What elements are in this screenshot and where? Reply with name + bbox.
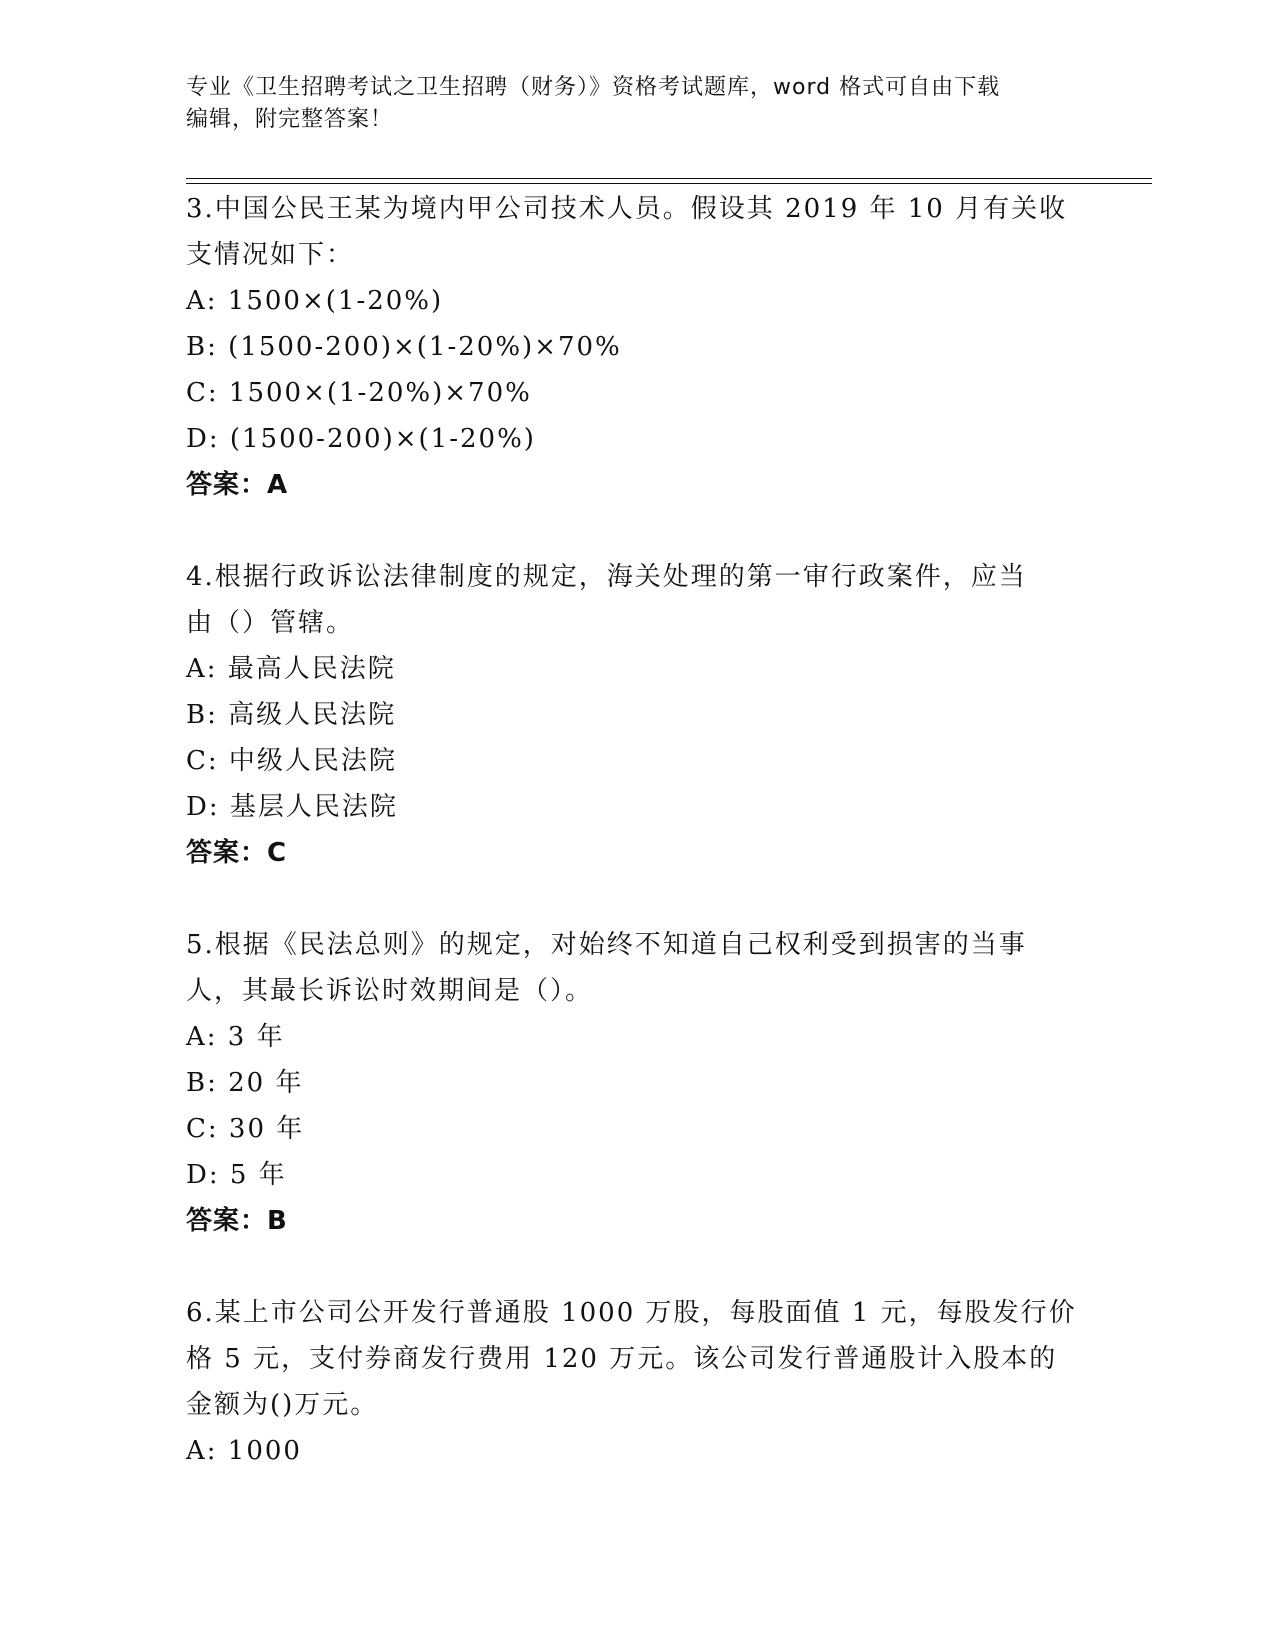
option-a: A: 3 年: [186, 1022, 285, 1052]
option-c: C: 中级人民法院: [186, 746, 397, 776]
option-a: A: 最高人民法院: [186, 654, 396, 684]
question-5: [186, 922, 1086, 1244]
option-d: D: (1500-200)×(1-20%): [186, 424, 536, 454]
question-stem-line: 由（）管辖。: [186, 608, 355, 638]
question-stem-line: 格 5 元，支付券商发行费用 120 万元。该公司发行普通股计入股本的: [186, 1344, 1058, 1374]
question-4: [186, 554, 1086, 876]
document-header: [186, 72, 1086, 136]
header-line-1: 专业《卫生招聘考试之卫生招聘（财务）》资格考试题库，word 格式可自由下载: [186, 75, 1001, 100]
answer: 答案：A: [186, 470, 289, 500]
question-stem-line: 人，其最长诉讼时效期间是（）。: [186, 976, 594, 1006]
header-divider-top: [186, 178, 1152, 179]
question-stem-line: 3.中国公民王某为境内甲公司技术人员。假设其 2019 年 10 月有关收: [186, 194, 1068, 224]
option-d: D: 基层人民法院: [186, 792, 398, 822]
question-3: [186, 186, 1086, 508]
option-d: D: 5 年: [186, 1160, 287, 1190]
question-6: [186, 1290, 1086, 1474]
answer: 答案：B: [186, 1206, 288, 1236]
question-stem-line: 5.根据《民法总则》的规定，对始终不知道自己权利受到损害的当事: [186, 930, 1027, 960]
header-divider-bottom: [186, 183, 1152, 184]
option-b: B: (1500-200)×(1-20%)×70%: [186, 332, 622, 362]
option-b: B: 高级人民法院: [186, 700, 397, 730]
option-c: C: 1500×(1-20%)×70%: [186, 378, 532, 408]
question-stem-line: 支情况如下：: [186, 240, 355, 270]
option-a: A: 1000: [186, 1436, 302, 1466]
question-stem-line: 金额为()万元。: [186, 1390, 379, 1420]
question-stem-line: 6.某上市公司公开发行普通股 1000 万股，每股面值 1 元，每股发行价: [186, 1298, 1077, 1328]
answer: 答案：C: [186, 838, 288, 868]
question-stem-line: 4.根据行政诉讼法律制度的规定，海关处理的第一审行政案件，应当: [186, 562, 1027, 592]
option-b: B: 20 年: [186, 1068, 304, 1098]
option-c: C: 30 年: [186, 1114, 305, 1144]
option-a: A: 1500×(1-20%): [186, 286, 444, 316]
header-line-2: 编辑，附完整答案！: [186, 107, 394, 132]
